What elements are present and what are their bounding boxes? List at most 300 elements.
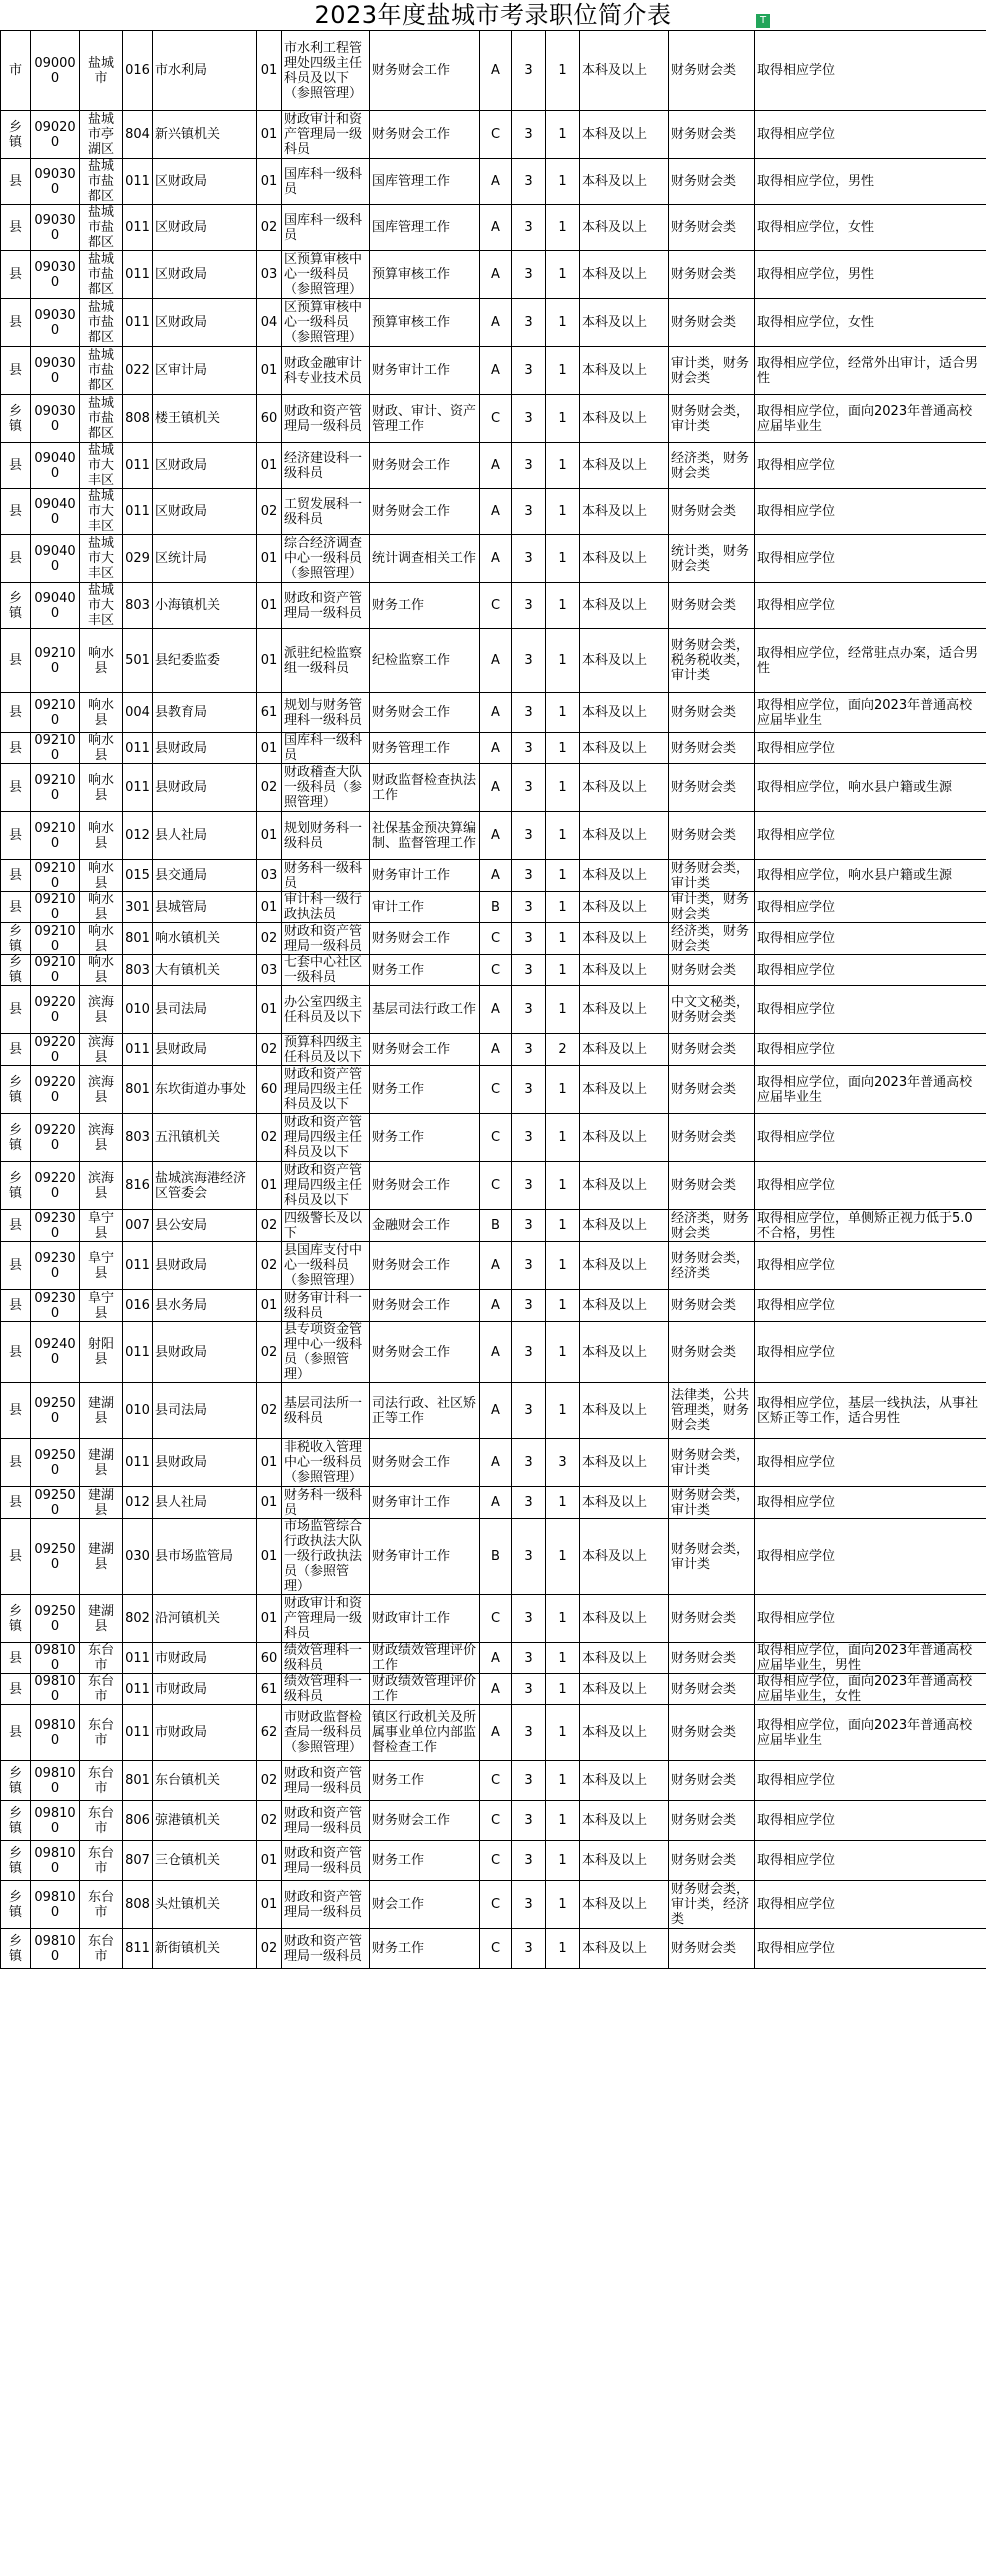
cell-agency-code: 092100 xyxy=(31,693,80,733)
cell-major: 财务财会类 xyxy=(669,205,755,251)
cell-exam-category: A xyxy=(480,1705,512,1761)
cell-level: 县 xyxy=(1,489,31,535)
cell-position-name: 财政审计和资产管理局一级科员 xyxy=(282,1595,370,1643)
cell-unit-code: 804 xyxy=(123,111,153,159)
cell-level: 县 xyxy=(1,159,31,205)
cell-level: 县 xyxy=(1,693,31,733)
table-row xyxy=(1,812,986,860)
cell-education: 本科及以上 xyxy=(580,159,669,205)
cell-position-code: 01 xyxy=(257,1519,282,1595)
cell-major: 财务财会类 xyxy=(669,693,755,733)
table-row xyxy=(1,1162,986,1210)
cell-exam-ratio: 3 xyxy=(512,629,546,693)
cell-exam-ratio: 3 xyxy=(512,1210,546,1242)
cell-agency-code: 092100 xyxy=(31,629,80,693)
cell-exam-ratio: 3 xyxy=(512,892,546,923)
cell-other-requirements: 取得相应学位，面向2023年普通高校应届毕业生 xyxy=(755,693,986,733)
cell-major: 财务财会类，审计类 xyxy=(669,395,755,443)
cell-hire-count: 1 xyxy=(546,1290,580,1322)
table-row xyxy=(1,31,986,111)
cell-other-requirements: 取得相应学位，男性 xyxy=(755,159,986,205)
cell-other-requirements: 取得相应学位 xyxy=(755,812,986,860)
cell-agency-code: 092200 xyxy=(31,1162,80,1210)
cell-level: 乡镇 xyxy=(1,1761,31,1801)
cell-education: 本科及以上 xyxy=(580,1066,669,1114)
cell-unit-code: 011 xyxy=(123,489,153,535)
cell-education: 本科及以上 xyxy=(580,1487,669,1519)
cell-exam-category: C xyxy=(480,583,512,629)
cell-education: 本科及以上 xyxy=(580,1162,669,1210)
cell-exam-category: C xyxy=(480,1066,512,1114)
cell-area: 盐城市盐都区 xyxy=(80,299,123,347)
cell-exam-category: C xyxy=(480,111,512,159)
cell-education: 本科及以上 xyxy=(580,111,669,159)
cell-unit-name: 县人社局 xyxy=(153,812,257,860)
cell-position-name: 办公室四级主任科员及以下 xyxy=(282,986,370,1034)
cell-hire-count: 1 xyxy=(546,347,580,395)
cell-unit-name: 三仓镇机关 xyxy=(153,1841,257,1881)
cell-major: 审计类，财务财会类 xyxy=(669,347,755,395)
cell-exam-ratio: 3 xyxy=(512,860,546,892)
cell-unit-name: 县司法局 xyxy=(153,1383,257,1439)
cell-exam-category: A xyxy=(480,1242,512,1290)
table-row xyxy=(1,1595,986,1643)
cell-area: 东台市 xyxy=(80,1705,123,1761)
cell-unit-name: 市财政局 xyxy=(153,1705,257,1761)
cell-level: 乡镇 xyxy=(1,1841,31,1881)
table-row xyxy=(1,1487,986,1519)
cell-unit-name: 县交通局 xyxy=(153,860,257,892)
table-row xyxy=(1,733,986,764)
cell-area: 响水县 xyxy=(80,892,123,923)
cell-level: 县 xyxy=(1,1705,31,1761)
cell-major: 财务财会类 xyxy=(669,812,755,860)
cell-area: 东台市 xyxy=(80,1674,123,1705)
cell-area: 东台市 xyxy=(80,1881,123,1929)
cell-agency-code: 090300 xyxy=(31,159,80,205)
cell-job-description: 审计工作 xyxy=(370,892,480,923)
cell-position-name: 绩效管理科一级科员 xyxy=(282,1643,370,1674)
cell-unit-name: 区审计局 xyxy=(153,347,257,395)
cell-other-requirements: 取得相应学位，经常外出审计，适合男性 xyxy=(755,347,986,395)
cell-area: 响水县 xyxy=(80,733,123,764)
cell-hire-count: 1 xyxy=(546,111,580,159)
cell-agency-code: 092500 xyxy=(31,1439,80,1487)
cell-hire-count: 1 xyxy=(546,159,580,205)
cell-position-code: 02 xyxy=(257,489,282,535)
cell-unit-name: 市财政局 xyxy=(153,1643,257,1674)
cell-unit-name: 县财政局 xyxy=(153,764,257,812)
cell-major: 财务财会类 xyxy=(669,1034,755,1066)
cell-major: 经济类，财务财会类 xyxy=(669,1210,755,1242)
cell-agency-code: 090400 xyxy=(31,535,80,583)
cell-position-name: 派驻纪检监察组一级科员 xyxy=(282,629,370,693)
cell-position-name: 财务科一级科员 xyxy=(282,860,370,892)
cell-other-requirements: 取得相应学位 xyxy=(755,583,986,629)
cell-unit-name: 县人社局 xyxy=(153,1487,257,1519)
cell-unit-code: 011 xyxy=(123,443,153,489)
cell-unit-name: 小海镇机关 xyxy=(153,583,257,629)
cell-job-description: 统计调查相关工作 xyxy=(370,535,480,583)
cell-other-requirements: 取得相应学位 xyxy=(755,1801,986,1841)
cell-exam-ratio: 3 xyxy=(512,159,546,205)
cell-exam-ratio: 3 xyxy=(512,1383,546,1439)
cell-agency-code: 090300 xyxy=(31,205,80,251)
table-row xyxy=(1,1383,986,1439)
cell-major: 财务财会类 xyxy=(669,1595,755,1643)
cell-position-code: 01 xyxy=(257,31,282,111)
table-row xyxy=(1,1322,986,1383)
cell-exam-category: A xyxy=(480,1643,512,1674)
cell-area: 滨海县 xyxy=(80,1162,123,1210)
cell-area: 滨海县 xyxy=(80,1114,123,1162)
cell-major: 统计类，财务财会类 xyxy=(669,535,755,583)
cell-other-requirements: 取得相应学位 xyxy=(755,1881,986,1929)
cell-unit-code: 011 xyxy=(123,733,153,764)
cell-unit-code: 004 xyxy=(123,693,153,733)
cell-position-name: 非税收入管理中心一级科员（参照管理） xyxy=(282,1439,370,1487)
cell-agency-code: 090000 xyxy=(31,31,80,111)
cell-job-description: 财务工作 xyxy=(370,1929,480,1969)
cell-hire-count: 1 xyxy=(546,1066,580,1114)
cell-area: 响水县 xyxy=(80,923,123,955)
cell-education: 本科及以上 xyxy=(580,1929,669,1969)
table-row xyxy=(1,111,986,159)
cell-position-code: 61 xyxy=(257,693,282,733)
cell-area: 建湖县 xyxy=(80,1487,123,1519)
cell-unit-name: 县城管局 xyxy=(153,892,257,923)
cell-exam-ratio: 3 xyxy=(512,443,546,489)
cell-other-requirements: 取得相应学位 xyxy=(755,1761,986,1801)
cell-job-description: 基层司法行政工作 xyxy=(370,986,480,1034)
cell-hire-count: 1 xyxy=(546,629,580,693)
cell-unit-code: 816 xyxy=(123,1162,153,1210)
cell-exam-category: C xyxy=(480,955,512,986)
table-row xyxy=(1,693,986,733)
cell-unit-name: 东台镇机关 xyxy=(153,1761,257,1801)
cell-agency-code: 098100 xyxy=(31,1705,80,1761)
cell-exam-ratio: 3 xyxy=(512,489,546,535)
cell-area: 响水县 xyxy=(80,955,123,986)
cell-position-code: 01 xyxy=(257,1290,282,1322)
cell-level: 县 xyxy=(1,251,31,299)
cell-other-requirements: 取得相应学位 xyxy=(755,1487,986,1519)
cell-job-description: 财务财会工作 xyxy=(370,111,480,159)
cell-position-code: 03 xyxy=(257,251,282,299)
cell-position-name: 财政和资产管理局一级科员 xyxy=(282,1929,370,1969)
cell-unit-code: 011 xyxy=(123,1439,153,1487)
cell-agency-code: 098100 xyxy=(31,1674,80,1705)
cell-agency-code: 092200 xyxy=(31,1114,80,1162)
cell-unit-code: 803 xyxy=(123,583,153,629)
cell-education: 本科及以上 xyxy=(580,1519,669,1595)
cell-exam-category: A xyxy=(480,535,512,583)
cell-hire-count: 1 xyxy=(546,583,580,629)
table-row xyxy=(1,1242,986,1290)
cell-education: 本科及以上 xyxy=(580,629,669,693)
cell-education: 本科及以上 xyxy=(580,1383,669,1439)
cell-job-description: 财政审计工作 xyxy=(370,1595,480,1643)
cell-level: 县 xyxy=(1,733,31,764)
cell-hire-count: 1 xyxy=(546,1242,580,1290)
cell-hire-count: 1 xyxy=(546,812,580,860)
cell-exam-category: C xyxy=(480,1801,512,1841)
cell-job-description: 国库管理工作 xyxy=(370,159,480,205)
cell-unit-name: 县财政局 xyxy=(153,1322,257,1383)
table-row xyxy=(1,347,986,395)
cell-major: 财务财会类，审计类 xyxy=(669,1487,755,1519)
cell-job-description: 预算审核工作 xyxy=(370,299,480,347)
cell-area: 盐城市盐都区 xyxy=(80,395,123,443)
cell-exam-ratio: 3 xyxy=(512,1595,546,1643)
cell-position-name: 工贸发展科一级科员 xyxy=(282,489,370,535)
cell-position-code: 02 xyxy=(257,1383,282,1439)
cell-unit-name: 区财政局 xyxy=(153,299,257,347)
cell-unit-name: 响水镇机关 xyxy=(153,923,257,955)
cell-unit-name: 县财政局 xyxy=(153,1242,257,1290)
cell-position-code: 02 xyxy=(257,1929,282,1969)
cell-area: 滨海县 xyxy=(80,986,123,1034)
cell-unit-code: 029 xyxy=(123,535,153,583)
cell-area: 阜宁县 xyxy=(80,1290,123,1322)
cell-exam-category: C xyxy=(480,1881,512,1929)
cell-exam-category: A xyxy=(480,860,512,892)
cell-position-code: 01 xyxy=(257,1881,282,1929)
cell-area: 响水县 xyxy=(80,693,123,733)
cell-position-name: 财政审计和资产管理局一级科员 xyxy=(282,111,370,159)
cell-hire-count: 1 xyxy=(546,955,580,986)
cell-agency-code: 092300 xyxy=(31,1290,80,1322)
cell-education: 本科及以上 xyxy=(580,1801,669,1841)
cell-level: 县 xyxy=(1,812,31,860)
cell-agency-code: 092400 xyxy=(31,1322,80,1383)
cell-exam-ratio: 3 xyxy=(512,1705,546,1761)
cell-education: 本科及以上 xyxy=(580,986,669,1034)
cell-position-code: 61 xyxy=(257,1674,282,1705)
cell-major: 法律类，公共管理类，财务财会类 xyxy=(669,1383,755,1439)
cell-exam-category: C xyxy=(480,1929,512,1969)
cell-agency-code: 092300 xyxy=(31,1210,80,1242)
cell-hire-count: 1 xyxy=(546,31,580,111)
cell-major: 财务财会类 xyxy=(669,1066,755,1114)
cell-level: 县 xyxy=(1,299,31,347)
cell-position-name: 基层司法所一级科员 xyxy=(282,1383,370,1439)
cell-exam-category: C xyxy=(480,1761,512,1801)
cell-position-name: 绩效管理科一级科员 xyxy=(282,1674,370,1705)
cell-unit-code: 022 xyxy=(123,347,153,395)
cell-unit-name: 大有镇机关 xyxy=(153,955,257,986)
table-row xyxy=(1,489,986,535)
cell-education: 本科及以上 xyxy=(580,1643,669,1674)
cell-unit-name: 区财政局 xyxy=(153,443,257,489)
cell-exam-category: A xyxy=(480,733,512,764)
table-row xyxy=(1,1881,986,1929)
cell-area: 响水县 xyxy=(80,629,123,693)
cell-position-code: 01 xyxy=(257,1595,282,1643)
table-row xyxy=(1,395,986,443)
cell-unit-code: 808 xyxy=(123,1881,153,1929)
cell-unit-name: 区财政局 xyxy=(153,159,257,205)
cell-agency-code: 098100 xyxy=(31,1881,80,1929)
cell-level: 县 xyxy=(1,764,31,812)
cell-agency-code: 090300 xyxy=(31,395,80,443)
cell-unit-name: 东坎街道办事处 xyxy=(153,1066,257,1114)
cell-hire-count: 1 xyxy=(546,1322,580,1383)
cell-major: 审计类，财务财会类 xyxy=(669,892,755,923)
cell-exam-category: A xyxy=(480,299,512,347)
cell-exam-ratio: 3 xyxy=(512,1841,546,1881)
cell-major: 财务财会类，审计类，经济类 xyxy=(669,1881,755,1929)
cell-area: 东台市 xyxy=(80,1929,123,1969)
cell-exam-category: A xyxy=(480,764,512,812)
cell-education: 本科及以上 xyxy=(580,1674,669,1705)
cell-unit-code: 015 xyxy=(123,860,153,892)
cell-education: 本科及以上 xyxy=(580,31,669,111)
cell-area: 盐城市盐都区 xyxy=(80,251,123,299)
cell-area: 东台市 xyxy=(80,1801,123,1841)
cell-other-requirements: 取得相应学位 xyxy=(755,1162,986,1210)
cell-unit-code: 808 xyxy=(123,395,153,443)
cell-level: 乡镇 xyxy=(1,111,31,159)
cell-other-requirements: 取得相应学位 xyxy=(755,923,986,955)
cell-job-description: 金融财会工作 xyxy=(370,1210,480,1242)
cell-position-name: 市场监管综合行政执法大队一级行政执法员（参照管理） xyxy=(282,1519,370,1595)
cell-unit-code: 012 xyxy=(123,1487,153,1519)
cell-position-code: 01 xyxy=(257,892,282,923)
cell-unit-code: 011 xyxy=(123,205,153,251)
cell-exam-ratio: 3 xyxy=(512,764,546,812)
table-row xyxy=(1,1705,986,1761)
cell-area: 盐城市亭湖区 xyxy=(80,111,123,159)
cell-unit-code: 011 xyxy=(123,1705,153,1761)
cell-position-name: 国库科一级科员 xyxy=(282,733,370,764)
cell-major: 财务财会类，经济类 xyxy=(669,1242,755,1290)
cell-position-code: 02 xyxy=(257,1210,282,1242)
cell-level: 乡镇 xyxy=(1,1929,31,1969)
cell-exam-category: A xyxy=(480,629,512,693)
cell-education: 本科及以上 xyxy=(580,955,669,986)
cell-level: 县 xyxy=(1,205,31,251)
cell-other-requirements: 取得相应学位 xyxy=(755,1290,986,1322)
cell-position-name: 财政和资产管理局四级主任科员及以下 xyxy=(282,1162,370,1210)
cell-agency-code: 092200 xyxy=(31,1066,80,1114)
cell-unit-code: 011 xyxy=(123,1674,153,1705)
cell-position-code: 01 xyxy=(257,1162,282,1210)
cell-exam-category: A xyxy=(480,347,512,395)
cell-education: 本科及以上 xyxy=(580,892,669,923)
cell-job-description: 财政绩效管理评价工作 xyxy=(370,1643,480,1674)
cell-position-code: 01 xyxy=(257,583,282,629)
cell-job-description: 财务财会工作 xyxy=(370,1162,480,1210)
title-marker-icon: T xyxy=(756,14,770,28)
cell-position-code: 03 xyxy=(257,860,282,892)
cell-major: 财务财会类，审计类 xyxy=(669,1519,755,1595)
cell-job-description: 财务财会工作 xyxy=(370,1242,480,1290)
cell-major: 财务财会类 xyxy=(669,764,755,812)
cell-exam-ratio: 3 xyxy=(512,111,546,159)
cell-other-requirements: 取得相应学位 xyxy=(755,1841,986,1881)
table-row xyxy=(1,1841,986,1881)
cell-exam-ratio: 3 xyxy=(512,1674,546,1705)
cell-exam-ratio: 3 xyxy=(512,583,546,629)
cell-major: 财务财会类 xyxy=(669,299,755,347)
cell-area: 建湖县 xyxy=(80,1439,123,1487)
cell-position-code: 02 xyxy=(257,1114,282,1162)
cell-level: 县 xyxy=(1,443,31,489)
cell-job-description: 财务财会工作 xyxy=(370,489,480,535)
cell-exam-category: A xyxy=(480,31,512,111)
cell-position-name: 规划与财务管理科一级科员 xyxy=(282,693,370,733)
cell-position-name: 县国库支付中心一级科员（参照管理） xyxy=(282,1242,370,1290)
cell-agency-code: 092200 xyxy=(31,1034,80,1066)
cell-unit-code: 811 xyxy=(123,1929,153,1969)
cell-other-requirements: 取得相应学位 xyxy=(755,1929,986,1969)
cell-exam-category: A xyxy=(480,1383,512,1439)
cell-unit-code: 016 xyxy=(123,1290,153,1322)
cell-hire-count: 1 xyxy=(546,923,580,955)
cell-hire-count: 1 xyxy=(546,986,580,1034)
cell-job-description: 财务财会工作 xyxy=(370,923,480,955)
cell-level: 县 xyxy=(1,629,31,693)
cell-job-description: 财务审计工作 xyxy=(370,860,480,892)
cell-unit-name: 区财政局 xyxy=(153,489,257,535)
cell-exam-ratio: 3 xyxy=(512,1519,546,1595)
cell-education: 本科及以上 xyxy=(580,347,669,395)
cell-position-code: 01 xyxy=(257,812,282,860)
cell-unit-name: 县水务局 xyxy=(153,1290,257,1322)
cell-unit-name: 县财政局 xyxy=(153,733,257,764)
title-bar xyxy=(0,0,986,30)
cell-major: 财务财会类 xyxy=(669,489,755,535)
cell-position-code: 62 xyxy=(257,1705,282,1761)
cell-position-code: 01 xyxy=(257,986,282,1034)
cell-other-requirements: 取得相应学位 xyxy=(755,1114,986,1162)
cell-hire-count: 1 xyxy=(546,443,580,489)
table-row xyxy=(1,1643,986,1674)
cell-education: 本科及以上 xyxy=(580,764,669,812)
cell-position-name: 市财政监督检查局一级科员（参照管理） xyxy=(282,1705,370,1761)
cell-level: 县 xyxy=(1,1034,31,1066)
cell-other-requirements: 取得相应学位 xyxy=(755,1595,986,1643)
cell-agency-code: 090400 xyxy=(31,443,80,489)
cell-exam-ratio: 3 xyxy=(512,205,546,251)
cell-job-description: 财务工作 xyxy=(370,1066,480,1114)
cell-hire-count: 1 xyxy=(546,1162,580,1210)
cell-other-requirements: 取得相应学位，面向2023年普通高校应届毕业生 xyxy=(755,395,986,443)
cell-level: 乡镇 xyxy=(1,1162,31,1210)
cell-level: 乡镇 xyxy=(1,395,31,443)
cell-hire-count: 1 xyxy=(546,1881,580,1929)
cell-exam-ratio: 3 xyxy=(512,1242,546,1290)
cell-exam-ratio: 3 xyxy=(512,733,546,764)
cell-other-requirements: 取得相应学位 xyxy=(755,1439,986,1487)
cell-position-code: 02 xyxy=(257,764,282,812)
cell-hire-count: 1 xyxy=(546,892,580,923)
cell-unit-code: 807 xyxy=(123,1841,153,1881)
cell-area: 盐城市 xyxy=(80,31,123,111)
cell-agency-code: 098100 xyxy=(31,1643,80,1674)
cell-position-name: 县专项资金管理中心一级科员（参照管理） xyxy=(282,1322,370,1383)
cell-exam-ratio: 3 xyxy=(512,955,546,986)
cell-area: 响水县 xyxy=(80,764,123,812)
cell-level: 县 xyxy=(1,986,31,1034)
cell-major: 经济类，财务财会类 xyxy=(669,443,755,489)
cell-major: 财务财会类 xyxy=(669,1674,755,1705)
table-row xyxy=(1,1066,986,1114)
cell-education: 本科及以上 xyxy=(580,1595,669,1643)
cell-level: 县 xyxy=(1,347,31,395)
cell-unit-name: 新兴镇机关 xyxy=(153,111,257,159)
